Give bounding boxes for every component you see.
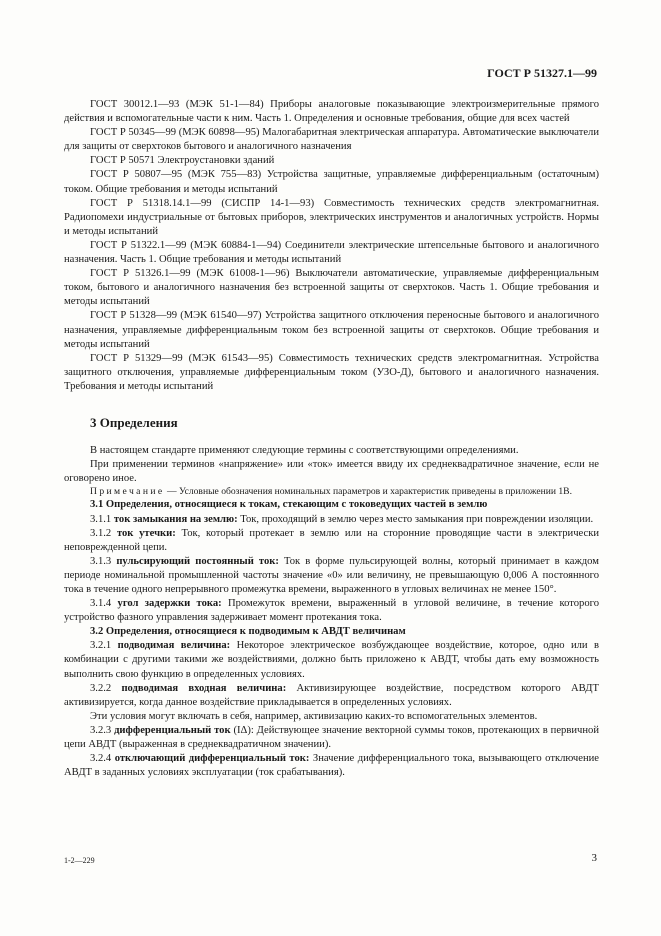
definition-text: Значение дифференциального тока, вызывающего отключение АВДТ в заданных условиях эксплуатации (ток срабатывания).	[64, 753, 599, 779]
reference-item: ГОСТ Р 50571 Электроустановки зданий	[90, 155, 275, 167]
document-body	[64, 98, 599, 780]
reference-item: ГОСТ Р 50345—99 (МЭК 60898—95) Малогабаритная электрическая аппаратура. Автоматические выключатели для защиты от сверхтоков бытового и аналогичного назначения	[64, 127, 599, 153]
definition-item	[64, 597, 599, 625]
definition-number: 3.1.2	[90, 527, 112, 539]
section-intro: В настоящем стандарте применяют следующие термины с соответствующими определениями.	[90, 444, 519, 456]
definition-item	[64, 724, 599, 752]
section-heading: 3 Определения	[90, 414, 178, 430]
section-intro: При применении терминов «напряжение» или «ток» имеется ввиду их среднеквадратичное значение, если не оговорено иное.	[64, 459, 599, 485]
definition-item	[64, 513, 599, 527]
reference-item: ГОСТ Р 51329—99 (МЭК 61543—95) Совместимость технических средств электромагнитная. Устройства защитного отключения, управляемые дифференциальным током (УЗО-Д), бытового и аналогичного назначения. Требования и методы испытаний	[64, 352, 599, 392]
definition-text: Активизирующее воздействие, посредством которого АВДТ активизируется, когда данное воздействие прикладывается в определенных условиях.	[64, 682, 599, 708]
definition-text: Промежуток времени, выраженный в угловой величине, в течение которого устройство фазного управления задерживает момент протекания тока.	[64, 598, 599, 624]
subsection-heading: 3.1 Определения, относящиеся к токам, стекающим с токоведущих частей в землю	[90, 499, 488, 511]
reference-item: ГОСТ 30012.1—93 (МЭК 51-1—84) Приборы аналоговые показывающие электроизмерительные прямого действия и вспомогательные части к ним. Часть 1. Определения и основные требования, общие для всех частей	[64, 99, 599, 125]
definition-item	[64, 639, 599, 681]
definition-number: 3.2.1	[90, 640, 112, 652]
document-header-id: ГОСТ Р 51327.1—99	[487, 66, 597, 80]
definition-term: ток замыкания на землю:	[113, 513, 238, 525]
definition-number: 3.1.1	[90, 513, 112, 525]
definition-number: 3.2.3	[90, 724, 112, 736]
definition-text: Ток в форме пульсирующей волны, который принимает в каждом периоде номинальной промышленной частоты значение «0» или величину, не превышающую 0,006 А постоянного тока в течение одного непрерывного промежутка времени, выраженного в угловых величинах не менее 150°.	[64, 555, 599, 596]
definition-text: Ток, который протекает в землю или на сторонние проводящие части в электрически неповрежденной цепи.	[64, 527, 600, 553]
normative-references	[64, 98, 599, 394]
definition-term: пульсирующий постоянный ток:	[116, 555, 279, 567]
subsection-heading: 3.2 Определения, относящиеся к подводимым к АВДТ величинам	[90, 626, 406, 638]
definition-number: 3.1.4	[90, 598, 112, 610]
print-code: 1-2—229	[64, 856, 95, 865]
note	[64, 486, 599, 498]
definition-text: (IΔ): Действующее значение векторной суммы токов, протекающих в первичной цепи АВДТ (выраженная в среднеквадратичном значении).	[64, 724, 599, 751]
definition-term: подводимая величина:	[117, 640, 231, 652]
definition-number: 3.2.4	[90, 753, 112, 765]
definition-term: ток утечки:	[116, 527, 176, 539]
reference-item: ГОСТ Р 51326.1—99 (МЭК 61008-1—96) Выключатели автоматические, управляемые дифференциальным током, бытового и аналогичного назначения без встроенной защиты от сверхтоков. Часть 1. Общие требования и методы испытаний	[64, 268, 599, 308]
definition-text: Ток, проходящий в землю через место замыкания при повреждении изоляции.	[237, 513, 594, 525]
definition-term: дифференциальный ток	[114, 724, 231, 736]
reference-item: ГОСТ Р 51322.1—99 (МЭК 60884-1—94) Соединители электрические штепсельные бытового и аналогичного назначения. Часть 1. Общие требования и методы испытаний	[64, 239, 599, 266]
definition-term: отключающий дифференциальный ток:	[114, 753, 310, 765]
definition-item	[64, 682, 599, 710]
reference-item: ГОСТ Р 51328—99 (МЭК 61540—97) Устройства защитного отключения переносные бытового и аналогичного назначения, управляемые дифференциальным током без встроенной защиты от сверхтоков. Общие требования и методы испытаний	[64, 310, 599, 350]
definition-item	[64, 555, 599, 597]
note-label: Примечание	[90, 486, 165, 498]
reference-item: ГОСТ Р 51318.14.1—99 (СИСПР 14-1—93) Совместимость технических средств электромагнитная. Радиопомехи индустриальные от бытовых приборов, электрических инструментов и аналогичных устройств. Нормы и методы испытаний	[64, 197, 599, 237]
definition-item	[64, 752, 599, 780]
definition-number: 3.1.3	[90, 555, 112, 567]
definition-text: Некоторое электрическое возбуждающее воздействие, которое, одно или в комбинации с другими такими же воздействиями, должно быть приложено к АВДТ, чтобы дать ему возможность выполнить свою функцию в определенных условиях.	[64, 640, 599, 680]
definition-term: подводимая входная величина:	[121, 682, 287, 694]
definition-note: Эти условия могут включать в себя, например, активизацию каких-то вспомогательных элементов.	[90, 710, 538, 722]
note-text: — Условные обозначения номинальных параметров и характеристик приведены в приложении 1В.	[164, 486, 572, 498]
definition-term: угол задержки тока:	[117, 598, 222, 610]
definition-number: 3.2.2	[90, 682, 112, 694]
definition-item	[64, 527, 599, 555]
page-number: 3	[591, 852, 597, 864]
reference-item: ГОСТ Р 50807—95 (МЭК 755—83) Устройства защитные, управляемые дифференциальным (остаточным) током. Общие требования и методы испытаний	[64, 169, 599, 195]
